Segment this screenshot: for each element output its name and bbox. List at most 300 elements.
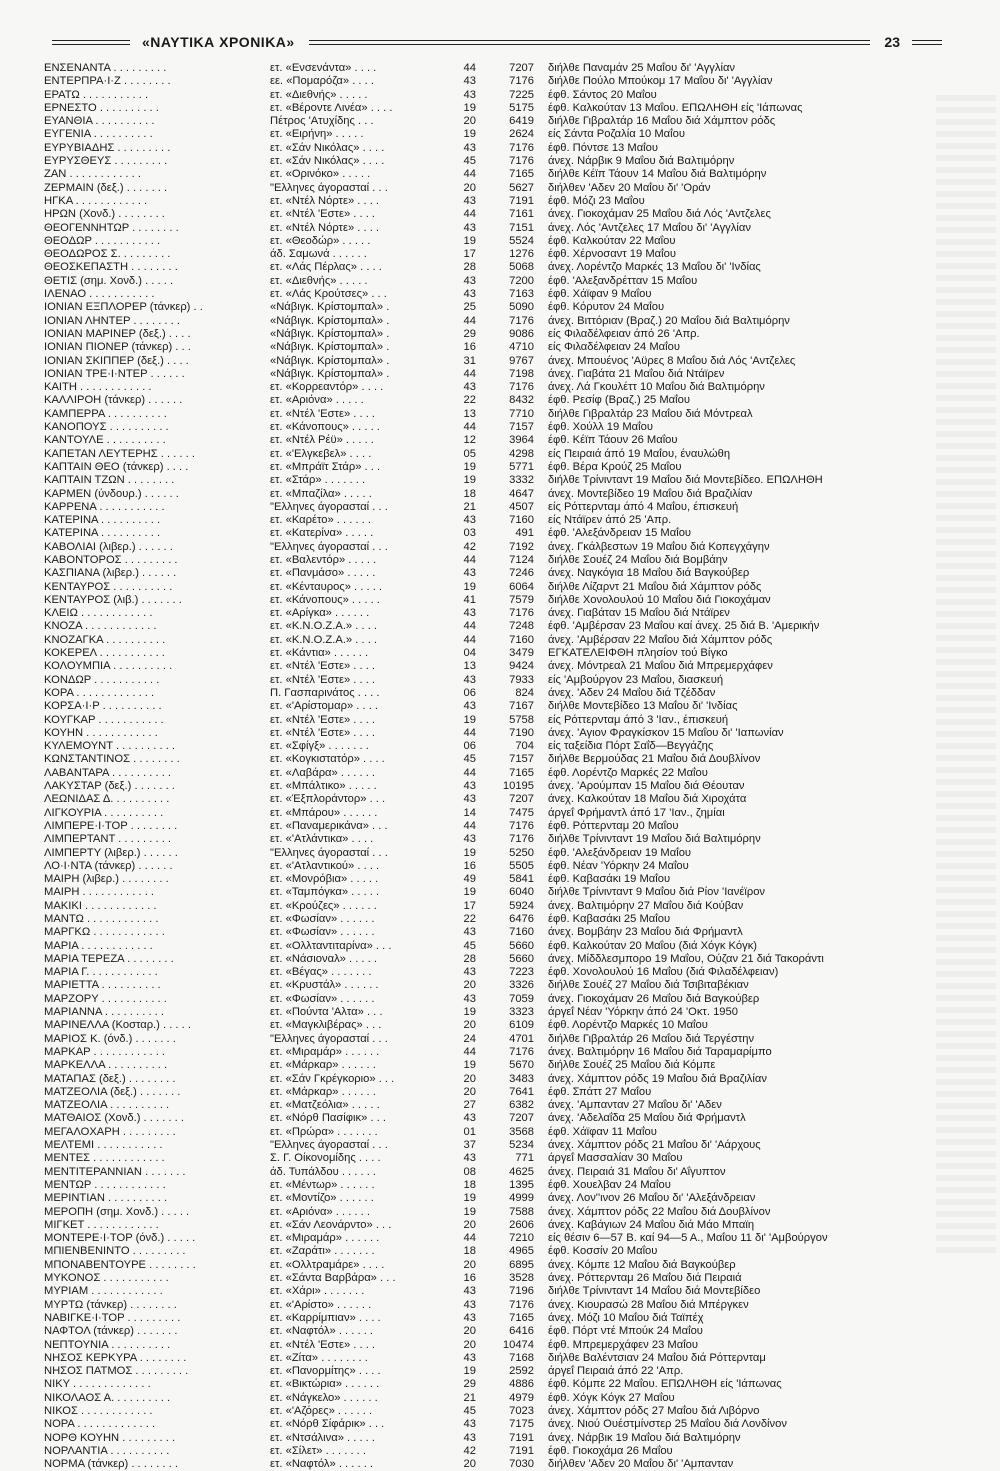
table-row [44,567,944,580]
table-row [44,62,944,75]
built-year: 19 [463,713,476,726]
tonnage: 7168 [509,1351,534,1364]
ship-name: ΚΟΡΣΑ·Ι·Ρ . . . . . . . . . . [44,700,162,713]
movement: άνεχ. Λον''ινον 26 Μαΐου δι' 'Αλεξάνδρειαν [548,1192,756,1205]
movement: έφθ. 'Αλεξάνδρειαν 15 Μαΐου [548,527,692,540]
agent: ετ. «Μπαζίλα» . . . . . [270,487,372,500]
agent: ετ. «Μονρόβια» . . . . . [270,873,379,886]
movement: διήλθε Τρίνινταντ 9 Μαΐου διά Ρίον 'Ιανέϊρον [548,886,766,899]
tonnage: 10195 [502,780,534,793]
table-row [44,940,944,953]
table-row [44,607,944,620]
movement: άνεχ. Νιού Ουέστμίνστερ 25 Μαΐου διά Λονδίνον [548,1418,787,1431]
tonnage: 7176 [509,1045,534,1058]
movement: άνεχ. Χάμπτον ρόδς 27 Μαΐου διά Λιβόρνο [548,1404,760,1417]
table-row [44,1019,944,1032]
ship-name: ΜΑΡΚΕΛΛΑ . . . . . . . . . . [44,1059,168,1072]
agent: ετ. «Θεοδώρ» . . . . . [270,234,371,247]
built-year: 43 [463,700,476,713]
ship-name: ΚΑΝΤΟΥΛΕ . . . . . . . . . . [44,434,166,447]
agent: ετ. «Βέγας» . . . . . . . [270,966,372,979]
table-row [44,115,944,128]
built-year: 43 [463,926,476,939]
table-row [44,448,944,461]
built-year: 45 [463,753,476,766]
ship-name: ΙΟΝΙΑΝ ΕΞΠΛΟΡΕΡ (τάνκερ) . . [44,301,203,314]
movement: έφθ. Λορέντζο Μαρκές 10 Μαΐου [548,1019,708,1032]
table-row [44,793,944,806]
agent: ετ. «Μάρκαρ» . . . . . . [270,1059,376,1072]
agent: «Νάβιγκ. Κρίστομπαλ» . [270,367,390,380]
ship-name: ΚΑΡΜΕΝ (ύνδουρ.) . . . . . . [44,487,179,500]
movement: άνεχ. Μίδδλεσμπορο 19 Μαΐου, Ούζαν 21 διά Τακοράντι [548,952,824,965]
movement: άνεχ. Βαλτιμόρην 27 Μαΐου διά Κούβαν [548,899,744,912]
table-row [44,1112,944,1125]
movement: διήλθεν 'Αδεν 20 Μαΐου δι' 'Αμπανταν [548,1458,734,1471]
agent: ετ. «Ναφτόλ» . . . . . . [270,1325,374,1338]
ship-name: ΚΟΥΓΚΑΡ . . . . . . . . . . . [44,713,164,726]
ship-name: ΜΑΡΙΑ . . . . . . . . . . . . [44,939,153,952]
table-row [44,1272,944,1285]
movement: έφθ. Μόζι 23 Μαΐου [548,194,645,207]
built-year: 44 [463,314,476,327]
movement: έφθ. Καλκούταν 20 Μαΐου (διά Χόγκ Κόγκ) [548,939,758,952]
table-row [44,128,944,141]
table-row [44,1339,944,1352]
tonnage: 3528 [509,1272,534,1285]
ship-name: ΚΟΚΕΡΕΛ . . . . . . . . . . . [44,647,165,660]
agent: ετ. «Αριόνα» . . . . . [270,394,364,407]
table-row [44,913,944,926]
movement: έφθ. Κέϊπ Τάουν 26 Μαΐου [548,434,678,447]
tonnage: 7933 [509,673,534,686]
tonnage: 6416 [509,1325,534,1338]
movement: διήλθε Σουέζ 27 Μαΐου διά Τσιβιταβέκιαν [548,979,749,992]
agent: "Ελληνες άγορασταί . . . [270,540,388,553]
agent: άδ. Τυπάλδου . . . . . . [270,1165,377,1178]
bleed-through-margin [936,95,996,1255]
built-year: 19 [463,234,476,247]
agent: «Νάβιγκ. Κρίστομπαλ» . [270,327,390,340]
built-year: 37 [463,1139,476,1152]
table-row [44,780,944,793]
agent: ετ. «Μπάλτικο» . . . . . [270,780,377,793]
tonnage: 7225 [509,88,534,101]
movement: έφθ. Χούλλ 19 Μαΐου [548,421,653,434]
tonnage: 2606 [509,1218,534,1231]
ship-name: ΝΗΣΟΣ ΚΕΡΚΥΡΑ . . . . . . . . [44,1351,187,1364]
agent: "Ελληνες άγορασταί . . . [270,181,388,194]
ship-name: ΗΓΚΑ . . . . . . . . . . . . [44,194,148,207]
movement: άνεχ. Χάμπτον ρόδς 19 Μαΐου διά Βραζιλίαν [548,1072,767,1085]
ship-name: ΚΑΠΤΑΙΝ ΘΕΟ (τάνκερ) . . . . [44,460,189,473]
tonnage: 7198 [509,367,534,380]
agent: ετ. «Κάνοπους» . . . . . [270,421,380,434]
movement: άνεχ. 'Αγιον Φραγκίσκον 15 Μαΐου δι' 'Ιαπωνίαν [548,726,784,739]
movement: άνεχ. Κιουρασώ 28 Μαΐου διά Μπέργκεν [548,1298,749,1311]
agent: ετ. «Ντέλ Νόρτε» . . . . [270,221,380,234]
ship-name: ΕΥΓΕΝΙΑ . . . . . . . . . . [44,128,153,141]
header-rule-middle [309,40,871,45]
agent: ετ. «Ταμπόγκα» . . . . . [270,886,380,899]
agent: ετ. «Κ.Ν.Ο.Ζ.Α.» . . . . [270,633,378,646]
agent: ετ. «Κ.Ν.Ο.Ζ.Α.» . . . . [270,620,378,633]
agent: ετ. «Κογκιστατόρ» . . . . [270,753,385,766]
table-row [44,700,944,713]
built-year: 45 [463,1404,476,1417]
tonnage: 4999 [509,1192,534,1205]
table-row [44,581,944,594]
agent: ετ. «Διεθνής» . . . . . [270,88,368,101]
table-row [44,474,944,487]
table-row [44,634,944,647]
table-row [44,89,944,102]
built-year: 28 [463,261,476,274]
tonnage: 5250 [509,846,534,859]
agent: ετ. «Μπράϊτ Στάρ» . . . [270,460,381,473]
table-row [44,674,944,687]
ship-name: ΛΑΚΥΣΤΑΡ (δεξ.) . . . . . . . [44,780,175,793]
built-year: 43 [463,274,476,287]
built-year: 19 [463,1205,476,1218]
tonnage: 4298 [509,447,534,460]
tonnage: 824 [515,686,534,699]
table-row [44,820,944,833]
movement: άργεΐ Νέαν 'Υόρκην άπό 24 'Οκτ. 1950 [548,1006,738,1019]
tonnage: 6382 [509,1099,534,1112]
table-row [44,727,944,740]
ship-name: ΜΙΓΚΕΤ . . . . . . . . . . . . [44,1218,159,1231]
ship-name: ΜΑΤΖΕΟΛΙΑ (δεξ.) . . . . . . . [44,1085,181,1098]
movement: άνεχ. Λορέντζο Μαρκές 13 Μαΐου δι' 'Ινδίας [548,261,761,274]
tonnage: 5234 [509,1139,534,1152]
tonnage: 7176 [509,1298,534,1311]
ship-movements-table [44,62,944,1471]
movement: άνεχ. 'Αδεν 24 Μαΐου διά Τζέδδαν [548,686,716,699]
agent: ετ. «Αρίγκα» . . . . . . [270,607,370,620]
tonnage: 4507 [509,500,534,513]
ship-name: ΜΥΡΤΩ (τάνκερ) . . . . . . . . [44,1298,177,1311]
ship-name: ΜΑΡΙΕΤΤΑ . . . . . . . . . . [44,979,161,992]
built-year: 16 [463,341,476,354]
agent: ετ. «Διεθνής» . . . . . [270,274,368,287]
table-row [44,155,944,168]
ship-name: ΛΙΜΠΕΡΤΑΝΤ . . . . . . . . . [44,833,172,846]
tonnage: 3568 [509,1125,534,1138]
agent: ετ. «Μιραμάρ» . . . . . . [270,1232,380,1245]
movement: διήλθε Γιβραλτάρ 26 Μαΐου διά Τεργέστην [548,1032,755,1045]
built-year: 20 [463,979,476,992]
ship-name: ΙΟΝΙΑΝ ΜΑΡΙΝΕΡ (δεξ.) . . . . [44,327,191,340]
table-row [44,1418,944,1431]
table-row [44,1285,944,1298]
built-year: 44 [463,620,476,633]
table-row [44,261,944,274]
tonnage: 7191 [509,1431,534,1444]
tonnage: 10474 [502,1338,534,1351]
movement: έφθ. Μπρεμερχάφεν 23 Μαΐου [548,1338,699,1351]
movement: έφθ. Βέρα Κρούζ 25 Μαΐου [548,460,682,473]
movement: άνεχ. Κόμπε 12 Μαΐου διά Βαγκούβερ [548,1258,736,1271]
ship-name: ΚΟΝΔΩΡ . . . . . . . . . . . [44,673,160,686]
movement: άνεχ. Νάρβικ 19 Μαΐου διά Βαλτιμόρην [548,1431,741,1444]
tonnage: 7157 [509,753,534,766]
tonnage: 7207 [509,1112,534,1125]
table-row [44,222,944,235]
tonnage: 7710 [509,407,534,420]
table-row [44,1099,944,1112]
built-year: 44 [463,367,476,380]
movement: είς Φιλαδέλφειαν άπό 26 'Απρ. [548,327,700,340]
agent: ετ. «Νόρθ Σίφάρικ» . . . [270,1418,385,1431]
agent: «Νάβιγκ. Κρίστομπαλ» . [270,341,390,354]
ship-name: ΚΑΠΕΤΑΝ ΛΕΥΤΕΡΗΣ . . . . . . [44,447,195,460]
tonnage: 4886 [509,1378,534,1391]
movement: είς Ρόττερνταμ άπό 3 'Ιαν., έπισκευή [548,713,729,726]
table-row [44,75,944,88]
agent: ετ. «Ντέλ 'Εστε» . . . . [270,673,376,686]
tonnage: 5068 [509,261,534,274]
built-year: 14 [463,806,476,819]
table-row [44,102,944,115]
movement: άργεΐ Πειραιά άπό 22 'Απρ. [548,1365,684,1378]
agent: ετ. «Καρρίμπιαν» . . . . [270,1311,381,1324]
built-year: 03 [463,527,476,540]
movement: έφθ. Καλκούταν 22 Μαΐου [548,234,676,247]
built-year: 19 [463,128,476,141]
table-row [44,687,944,700]
tonnage: 7192 [509,540,534,553]
agent: ετ. «Λάς Κρούτσες» . . . [270,288,387,301]
table-row [44,554,944,567]
tonnage: 7165 [509,766,534,779]
movement: άνεχ. Νάρβικ 9 Μαΐου διά Βαλτιμόρην [548,155,735,168]
movement: άνεχ. Βιττόριαν (Βραζ.) 20 Μαΐου διά Βαλτιμόρην [548,314,790,327]
table-row [44,1086,944,1099]
tonnage: 7030 [509,1458,534,1471]
table-row [44,594,944,607]
tonnage: 7196 [509,1285,534,1298]
ship-name: ΚΑΤΕΡΙΝΑ . . . . . . . . . . [44,527,161,540]
built-year: 20 [463,1085,476,1098]
tonnage: 7165 [509,168,534,181]
table-row [44,1073,944,1086]
tonnage: 7165 [509,1311,534,1324]
movement: έφθ. Καβασάκι 25 Μαΐου [548,913,671,925]
built-year: 20 [463,1019,476,1032]
ship-name: ΚΑΡΡΕΝΑ . . . . . . . . . . . [44,500,165,513]
movement: διήλθεν 'Αδεν 20 Μαΐου δι' 'Οράν [548,181,711,194]
table-row [44,1432,944,1445]
tonnage: 7157 [509,421,534,434]
ship-name: ΖΑΝ . . . . . . . . . . . . [44,168,141,181]
built-year: 22 [463,913,476,925]
built-year: 19 [463,1192,476,1205]
table-row [44,341,944,354]
tonnage: 7246 [509,567,534,580]
built-year: 20 [463,1458,476,1471]
tonnage: 7160 [509,514,534,527]
tonnage: 9086 [509,327,534,340]
movement: ΕΓΚΑΤΕΛΕΙΦΘΗ πλησίον τού Βίγκο [548,647,728,660]
tonnage: 704 [515,740,534,753]
table-row [44,208,944,221]
movement: άνεχ. Βομβάην 23 Μαΐου διά Φρήμαντλ [548,926,743,939]
agent: ετ. «Πούντα 'Αλτα» . . . [270,1006,383,1019]
ship-name: ΛΑΒΑΝΤΑΡΑ . . . . . . . . . . [44,766,172,779]
ship-name: ΚΑΤΕΡΙΝΑ . . . . . . . . . . [44,514,161,527]
tonnage: 491 [515,527,534,540]
table-row [44,514,944,527]
agent: ετ. «Κάντια» . . . . . . [270,647,369,660]
agent: ετ. «Μπάρου» . . . . . . [270,806,378,819]
ship-name: ΙΟΝΙΑΝ ΠΙΟΝΕΡ (τάνκερ) . . . [44,341,191,354]
movement: έφθ. Κόρυτον 24 Μαΐου [548,301,665,314]
ship-name: ΕΥΑΝΘΙΑ . . . . . . . . . . [44,115,155,128]
table-row [44,1365,944,1378]
built-year: 44 [463,168,476,181]
agent: ετ. «Κρούζες» . . . . . . [270,899,377,912]
page-number: 23 [884,34,900,50]
ship-name: ΚΟΛΟΥΜΠΙΑ . . . . . . . . . . [44,660,173,673]
built-year: 43 [463,793,476,806]
movement: διήλθε Χονολουλού 10 Μαΐου διά Γιοκοχάμαν [548,593,771,606]
built-year: 20 [463,115,476,128]
built-year: 08 [463,1165,476,1178]
table-row [44,434,944,447]
ship-name: ΝΙΚΟΛΑΟΣ Α. . . . . . . . . . [44,1391,171,1404]
movement: άνεχ. Γιαβάταν 15 Μαΐου διά Ντάϊρεν [548,607,730,620]
table-row [44,248,944,261]
ship-name: ΜΑΡΚΑΡ . . . . . . . . . . . . [44,1045,166,1058]
movement: διήλθε Παναμάν 25 Μαΐου δι' 'Αγγλίαν [548,62,736,74]
ship-name: ΜΟΝΤΕΡΕ·Ι·ΤΟΡ (όνδ.) . . . . . [44,1232,196,1245]
table-row [44,461,944,474]
movement: είς Ντάϊρεν άπό 25 'Απρ. [548,514,672,527]
tonnage: 6040 [509,886,534,899]
ship-name: ΘΕΤΙΣ (σημ. Χονδ.) . . . . . [44,274,174,287]
built-year: 44 [463,62,476,74]
ship-name: ΚΛΕΙΩ . . . . . . . . . . . . [44,607,153,620]
table-row [44,979,944,992]
built-year: 44 [463,633,476,646]
table-row [44,1219,944,1232]
built-year: 13 [463,407,476,420]
movement: είς 'Αμβούργον 23 Μαΐου, διασκευή [548,673,724,686]
table-row [44,195,944,208]
ship-name: ΛΙΓΚΟΥΡΙΑ . . . . . . . . . . [44,806,164,819]
movement: έφθ. Γιοκοχάμα 26 Μαΐου [548,1444,673,1457]
agent: ετ. «Πανορμίτης» . . . . [270,1365,381,1378]
movement: άνεχ. 'Αμπανταν 27 Μαΐου δι' 'Αδεν [548,1099,722,1112]
ship-name: ΙΟΝΙΑΝ ΛΗΝΤΕΡ . . . . . . . . [44,314,180,327]
agent: ετ. «Ντέλ 'Εστε» . . . . [270,208,376,221]
tonnage: 7176 [509,75,534,88]
table-row [44,1299,944,1312]
movement: διήλθε Σουέζ 25 Μαΐου διά Κόμπε [548,1059,716,1072]
tonnage: 7176 [509,155,534,168]
built-year: 20 [463,1338,476,1351]
ship-name: ΚΑΠΤΑΙΝ ΤΖΩΝ . . . . . . . . [44,474,175,487]
built-year: 43 [463,992,476,1005]
built-year: 43 [463,1418,476,1431]
ship-name: ΝΟΡΛΑΝΤΙΑ . . . . . . . . . . [44,1444,170,1457]
ship-name: ΕΡΝΕΣΤΟ . . . . . . . . . . [44,101,159,114]
ship-name: ΚΝΟΖΑ . . . . . . . . . . . . [44,620,157,633]
agent: ετ. «Μέντωρ» . . . . . . [270,1178,375,1191]
ship-name: ΜΑΝΤΩ . . . . . . . . . . . . [44,913,159,925]
movement: έφθ. Κόμπε 22 Μαΐου. ΕΠΩΛΗΘΗ είς 'Ιάπωνας [548,1378,782,1391]
agent: ετ. «Λάς Πέρλας» . . . . [270,261,382,274]
agent: άδ. Σαμωνά . . . . . . [270,248,367,261]
ship-name: ΜΕΡΟΠΗ (σημ. Χονδ.) . . . . . [44,1205,190,1218]
tonnage: 3479 [509,647,534,660]
built-year: 20 [463,1218,476,1231]
table-row [44,1325,944,1338]
tonnage: 7207 [509,793,534,806]
agent: ετ. «Βαλεντόρ» . . . . . [270,553,377,566]
agent: ετ. «Ζαράτι» . . . . . . . [270,1245,375,1258]
table-row [44,1033,944,1046]
table-row [44,1059,944,1072]
built-year: 49 [463,873,476,886]
agent: ετ. «Ενσενάντα» . . . . [270,62,377,74]
built-year: 43 [463,1112,476,1125]
tonnage: 4701 [509,1032,534,1045]
table-row [44,501,944,514]
built-year: 19 [463,460,476,473]
tonnage: 7167 [509,700,534,713]
built-year: 29 [463,327,476,340]
movement: είς Ρόττερνταμ άπό 4 Μαΐου, έπισκευή [548,500,739,513]
header-rule-left [52,40,130,45]
table-row [44,1445,944,1458]
ship-name: ΚΟΡΑ . . . . . . . . . . . . . [44,686,155,699]
ship-name: ΘΕΟΣΚΕΠΑΣΤΗ . . . . . . . . [44,261,178,274]
table-row [44,966,944,979]
movement: διήλθε Μοντεβίδεο 13 Μαΐου δι' 'Ινδίας [548,700,738,713]
built-year: 28 [463,952,476,965]
built-year: 05 [463,447,476,460]
built-year: 43 [463,75,476,88]
table-row [44,926,944,939]
table-row [44,527,944,540]
ship-name: ΜΕΡΙΝΤΙΑΝ . . . . . . . . . . [44,1192,168,1205]
agent: "Ελληνες άγορασταί . . . [270,1139,388,1152]
agent: ετ. «Ντσάλινα» . . . . . [270,1431,376,1444]
agent: ετ. «Ζίτα» . . . . . . . . [270,1351,368,1364]
movement: άνεχ. Καβάγιων 24 Μαΐου διά Μάο Μπαϊη [548,1218,755,1231]
movement: διήλθε Τρίνινταντ 14 Μαΐου διά Μοντεβίδεο [548,1285,761,1298]
table-row [44,381,944,394]
tonnage: 5175 [509,101,534,114]
ship-name: ΚΑΙΤΗ . . . . . . . . . . . . [44,381,152,394]
built-year: 44 [463,819,476,832]
ship-name: ΙΟΝΙΑΝ ΣΚΙΠΠΕΡ (δεξ.) . . . . [44,354,189,367]
agent: ετ. «Βέροντε Λινέα» . . . . [270,101,393,114]
movement: άνεχ. 'Αδελαΐδα 25 Μαΐου διά Φρήμαντλ [548,1112,746,1125]
agent: ετ. «Βικτώρια» . . . . . . [270,1378,380,1391]
tonnage: 4625 [509,1165,534,1178]
tonnage: 7124 [509,553,534,566]
built-year: 44 [463,421,476,434]
ship-name: ΝΟΡΑ . . . . . . . . . . . . . [44,1418,156,1431]
table-row [44,1206,944,1219]
built-year: 20 [463,1325,476,1338]
ship-name: ΜΑΡΖΟΡΥ . . . . . . . . . . . [44,992,167,1005]
tonnage: 7059 [509,992,534,1005]
agent: ετ. «Ολλτραμάρε» . . . . [270,1258,385,1271]
